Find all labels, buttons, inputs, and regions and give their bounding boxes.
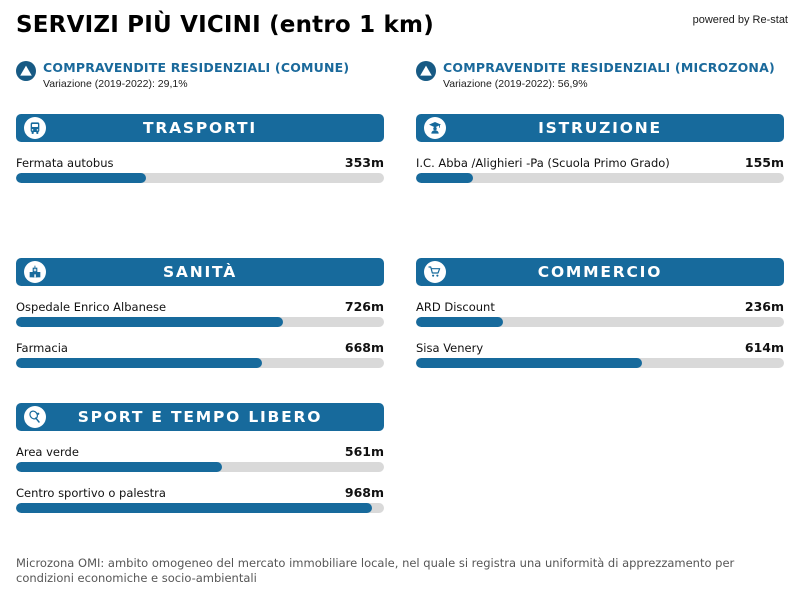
graduate-icon — [424, 117, 446, 139]
section-sanita — [16, 258, 384, 368]
page-title: SERVIZI PIÙ VICINI (entro 1 km) — [16, 12, 434, 38]
bus-icon — [24, 117, 46, 139]
section-commercio — [416, 258, 784, 368]
service-distance: 968m — [344, 485, 384, 500]
stat-detail: Variazione (2019-2022): 29,1% — [43, 78, 188, 90]
distance-bar-fill — [416, 317, 503, 327]
distance-bar-track — [16, 462, 384, 472]
microzona-footnote: Microzona OMI: ambito omogeneo del mercato immobiliare locale, nel quale si registra una uniformità di apprezzamento per condizioni economiche e socio-ambientali — [16, 556, 735, 585]
service-label: ARD Discount — [416, 300, 495, 314]
distance-bar-fill — [16, 173, 146, 183]
stat-compravendite-comune — [16, 60, 349, 91]
service-item — [16, 300, 384, 327]
hospital-icon — [24, 261, 46, 283]
service-item — [416, 300, 784, 327]
cart-icon — [424, 261, 446, 283]
section-title: TRASPORTI — [143, 119, 257, 137]
section-title: SPORT E TEMPO LIBERO — [77, 408, 323, 426]
section-header — [16, 403, 384, 431]
service-label: I.C. Abba /Alighieri -Pa (Scuola Primo Grado) — [416, 156, 670, 170]
service-label: Area verde — [16, 445, 79, 459]
service-label: Farmacia — [16, 341, 68, 355]
section-title: SANITÀ — [162, 263, 238, 281]
distance-bar-fill — [16, 462, 222, 472]
powered-by-label: powered by Re-stat — [692, 14, 788, 26]
stat-detail: Variazione (2019-2022): 56,9% — [443, 78, 588, 90]
section-istruzione — [416, 114, 784, 183]
distance-bar-fill — [16, 503, 372, 513]
section-title: COMMERCIO — [537, 263, 663, 281]
section-header — [416, 114, 784, 142]
triangle-up-icon — [16, 61, 36, 81]
section-sport-tempo-libero — [16, 403, 384, 513]
service-item — [416, 341, 784, 368]
distance-bar-track — [416, 358, 784, 368]
service-distance: 668m — [344, 340, 384, 355]
service-item — [416, 156, 784, 183]
distance-bar-fill — [416, 358, 642, 368]
service-distance: 726m — [344, 299, 384, 314]
service-item — [16, 341, 384, 368]
stat-heading: COMPRAVENDITE RESIDENZIALI (MICROZONA) — [443, 60, 775, 75]
section-header — [16, 258, 384, 286]
service-label: Fermata autobus — [16, 156, 114, 170]
distance-bar-track — [416, 173, 784, 183]
service-item — [16, 156, 384, 183]
service-label: Centro sportivo o palestra — [16, 486, 166, 500]
service-distance: 155m — [744, 155, 784, 170]
section-title: ISTRUZIONE — [538, 119, 662, 137]
racket-icon — [24, 406, 46, 428]
section-header — [416, 258, 784, 286]
distance-bar-fill — [416, 173, 473, 183]
stat-heading: COMPRAVENDITE RESIDENZIALI (COMUNE) — [43, 60, 350, 75]
section-header — [16, 114, 384, 142]
distance-bar-fill — [16, 358, 262, 368]
distance-bar-track — [16, 358, 384, 368]
service-label: Sisa Venery — [416, 341, 484, 355]
distance-bar-track — [16, 173, 384, 183]
triangle-up-icon — [416, 61, 436, 81]
distance-bar-track — [16, 503, 384, 513]
stat-compravendite-microzona — [416, 60, 775, 91]
service-distance: 236m — [744, 299, 784, 314]
service-item — [16, 445, 384, 472]
service-distance: 353m — [344, 155, 384, 170]
distance-bar-track — [416, 317, 784, 327]
service-distance: 614m — [744, 340, 784, 355]
distance-bar-track — [16, 317, 384, 327]
section-trasporti — [16, 114, 384, 183]
distance-bar-fill — [16, 317, 283, 327]
service-item — [16, 486, 384, 513]
service-label: Ospedale Enrico Albanese — [16, 300, 167, 314]
service-distance: 561m — [344, 444, 384, 459]
